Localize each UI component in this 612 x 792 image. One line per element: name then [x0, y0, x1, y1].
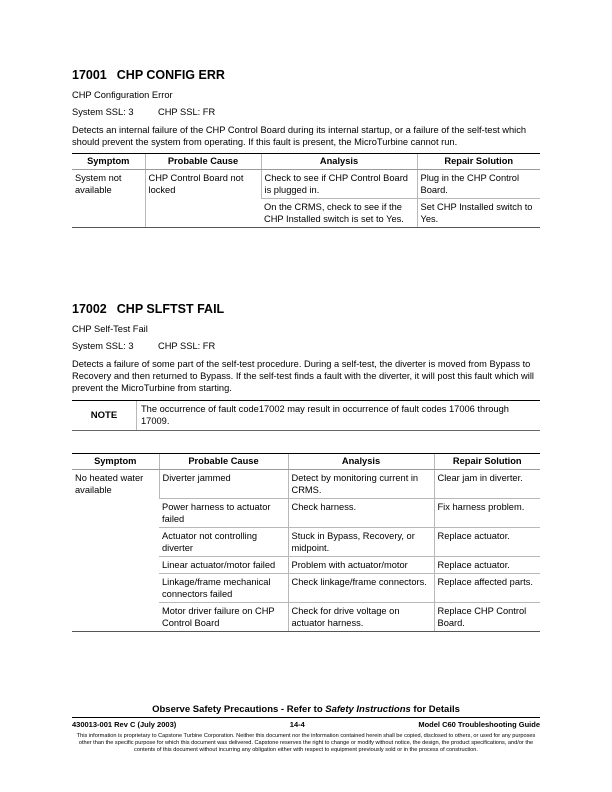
analysis-cell: Check for drive voltage on actuator harness. [288, 603, 434, 632]
cause-cell: Actuator not controlling diverter [159, 528, 288, 557]
header-symptom: Symptom [72, 154, 145, 170]
analysis-cell: Check harness. [288, 499, 434, 528]
ssl-line: System SSL: 3 CHP SSL: FR [72, 341, 216, 351]
repair-cell: Replace affected parts. [434, 574, 540, 603]
analysis-cell: Stuck in Bypass, Recovery, or midpoint. [288, 528, 434, 557]
symptom-cell: System not available [72, 170, 145, 228]
fault-title: 17001 CHP CONFIG ERR [72, 68, 225, 82]
repair-cell: Clear jam in diverter. [434, 470, 540, 499]
cause-cell: Linear actuator/motor failed [159, 557, 288, 574]
repair-cell: Replace CHP Control Board. [434, 603, 540, 632]
analysis-cell: On the CRMS, check to see if the CHP Installed switch is set to Yes. [261, 199, 417, 228]
footer-meta [72, 720, 540, 729]
table-header [72, 154, 540, 170]
safety-warning: Observe Safety Precautions - Refer to Safety Instructions for Details [152, 704, 460, 715]
section-17001 [72, 68, 540, 82]
cause-cell: Diverter jammed [159, 470, 288, 499]
header-repair-solution: Repair Solution [434, 454, 540, 470]
analysis-cell: Problem with actuator/motor [288, 557, 434, 574]
header-repair-solution: Repair Solution [417, 154, 540, 170]
fault-description: Detects a failure of some part of the self-test procedure. During a self-test, the diverter is moved from Bypass to Recovery and then returned to Bypass. If the self-test finds a fault with the diverter, it will post this fault which will prevent the MicroTurbine from starting. [72, 359, 534, 393]
analysis-cell: Detect by monitoring current in CRMS. [288, 470, 434, 499]
header-probable-cause: Probable Cause [145, 154, 261, 170]
ssl-line: System SSL: 3 CHP SSL: FR [72, 107, 216, 117]
repair-cell: Set CHP Installed switch to Yes. [417, 199, 540, 228]
section-17002 [72, 302, 540, 316]
page-number: 14-4 [289, 720, 305, 729]
header-analysis: Analysis [261, 154, 417, 170]
note-box [72, 400, 540, 431]
fault-description: Detects an internal failure of the CHP Control Board during its internal startup, or a failure of the self-test which should prevent the system from operating. If this fault is present, the MicroTurbine cannot run. [72, 125, 527, 147]
cause-cell: Power harness to actuator failed [159, 499, 288, 528]
symptom-cell: No heated water available [72, 470, 159, 632]
table-header [72, 454, 540, 470]
header-symptom: Symptom [72, 454, 159, 470]
analysis-cell: Check to see if CHP Control Board is plugged in. [261, 170, 417, 199]
table-row [72, 170, 540, 199]
fault-title: 17002 CHP SLFTST FAIL [72, 302, 225, 316]
analysis-cell: Check linkage/frame connectors. [288, 574, 434, 603]
repair-cell: Plug in the CHP Control Board. [417, 170, 540, 199]
repair-cell: Fix harness problem. [434, 499, 540, 528]
cause-cell: Linkage/frame mechanical connectors failed [159, 574, 288, 603]
fault-table-17002 [72, 453, 540, 632]
footer-divider [72, 717, 540, 718]
doc-number: 430013-001 Rev C (July 2003) [72, 720, 177, 729]
repair-cell: Replace actuator. [434, 557, 540, 574]
repair-cell: Replace actuator. [434, 528, 540, 557]
legal-notice: This information is proprietary to Capstone Turbine Corporation. Neither this document nor the information contained herein shall be copied, disclosed to others, or used for any purposes other than the specific purpose for which this document was delivered. Capstone reserves the right to change or modify without notice, the design, the product specifications, and/or the contents of this document without incurring any obligation either with respect to equipment previously sold or in the process of construction. [76, 733, 536, 753]
fault-table-17001 [72, 153, 540, 228]
header-probable-cause: Probable Cause [159, 454, 288, 470]
cause-cell: Motor driver failure on CHP Control Board [159, 603, 288, 632]
cause-cell: CHP Control Board not locked [145, 170, 261, 228]
header-analysis: Analysis [288, 454, 434, 470]
guide-title: Model C60 Troubleshooting Guide [418, 720, 540, 729]
fault-subtitle: CHP Self-Test Fail [72, 324, 148, 334]
table-row [72, 470, 540, 499]
note-text: The occurrence of fault code17002 may result in occurrence of fault codes 17006 through 17009. [141, 404, 509, 426]
fault-subtitle: CHP Configuration Error [72, 90, 173, 100]
note-label: NOTE [72, 401, 137, 430]
